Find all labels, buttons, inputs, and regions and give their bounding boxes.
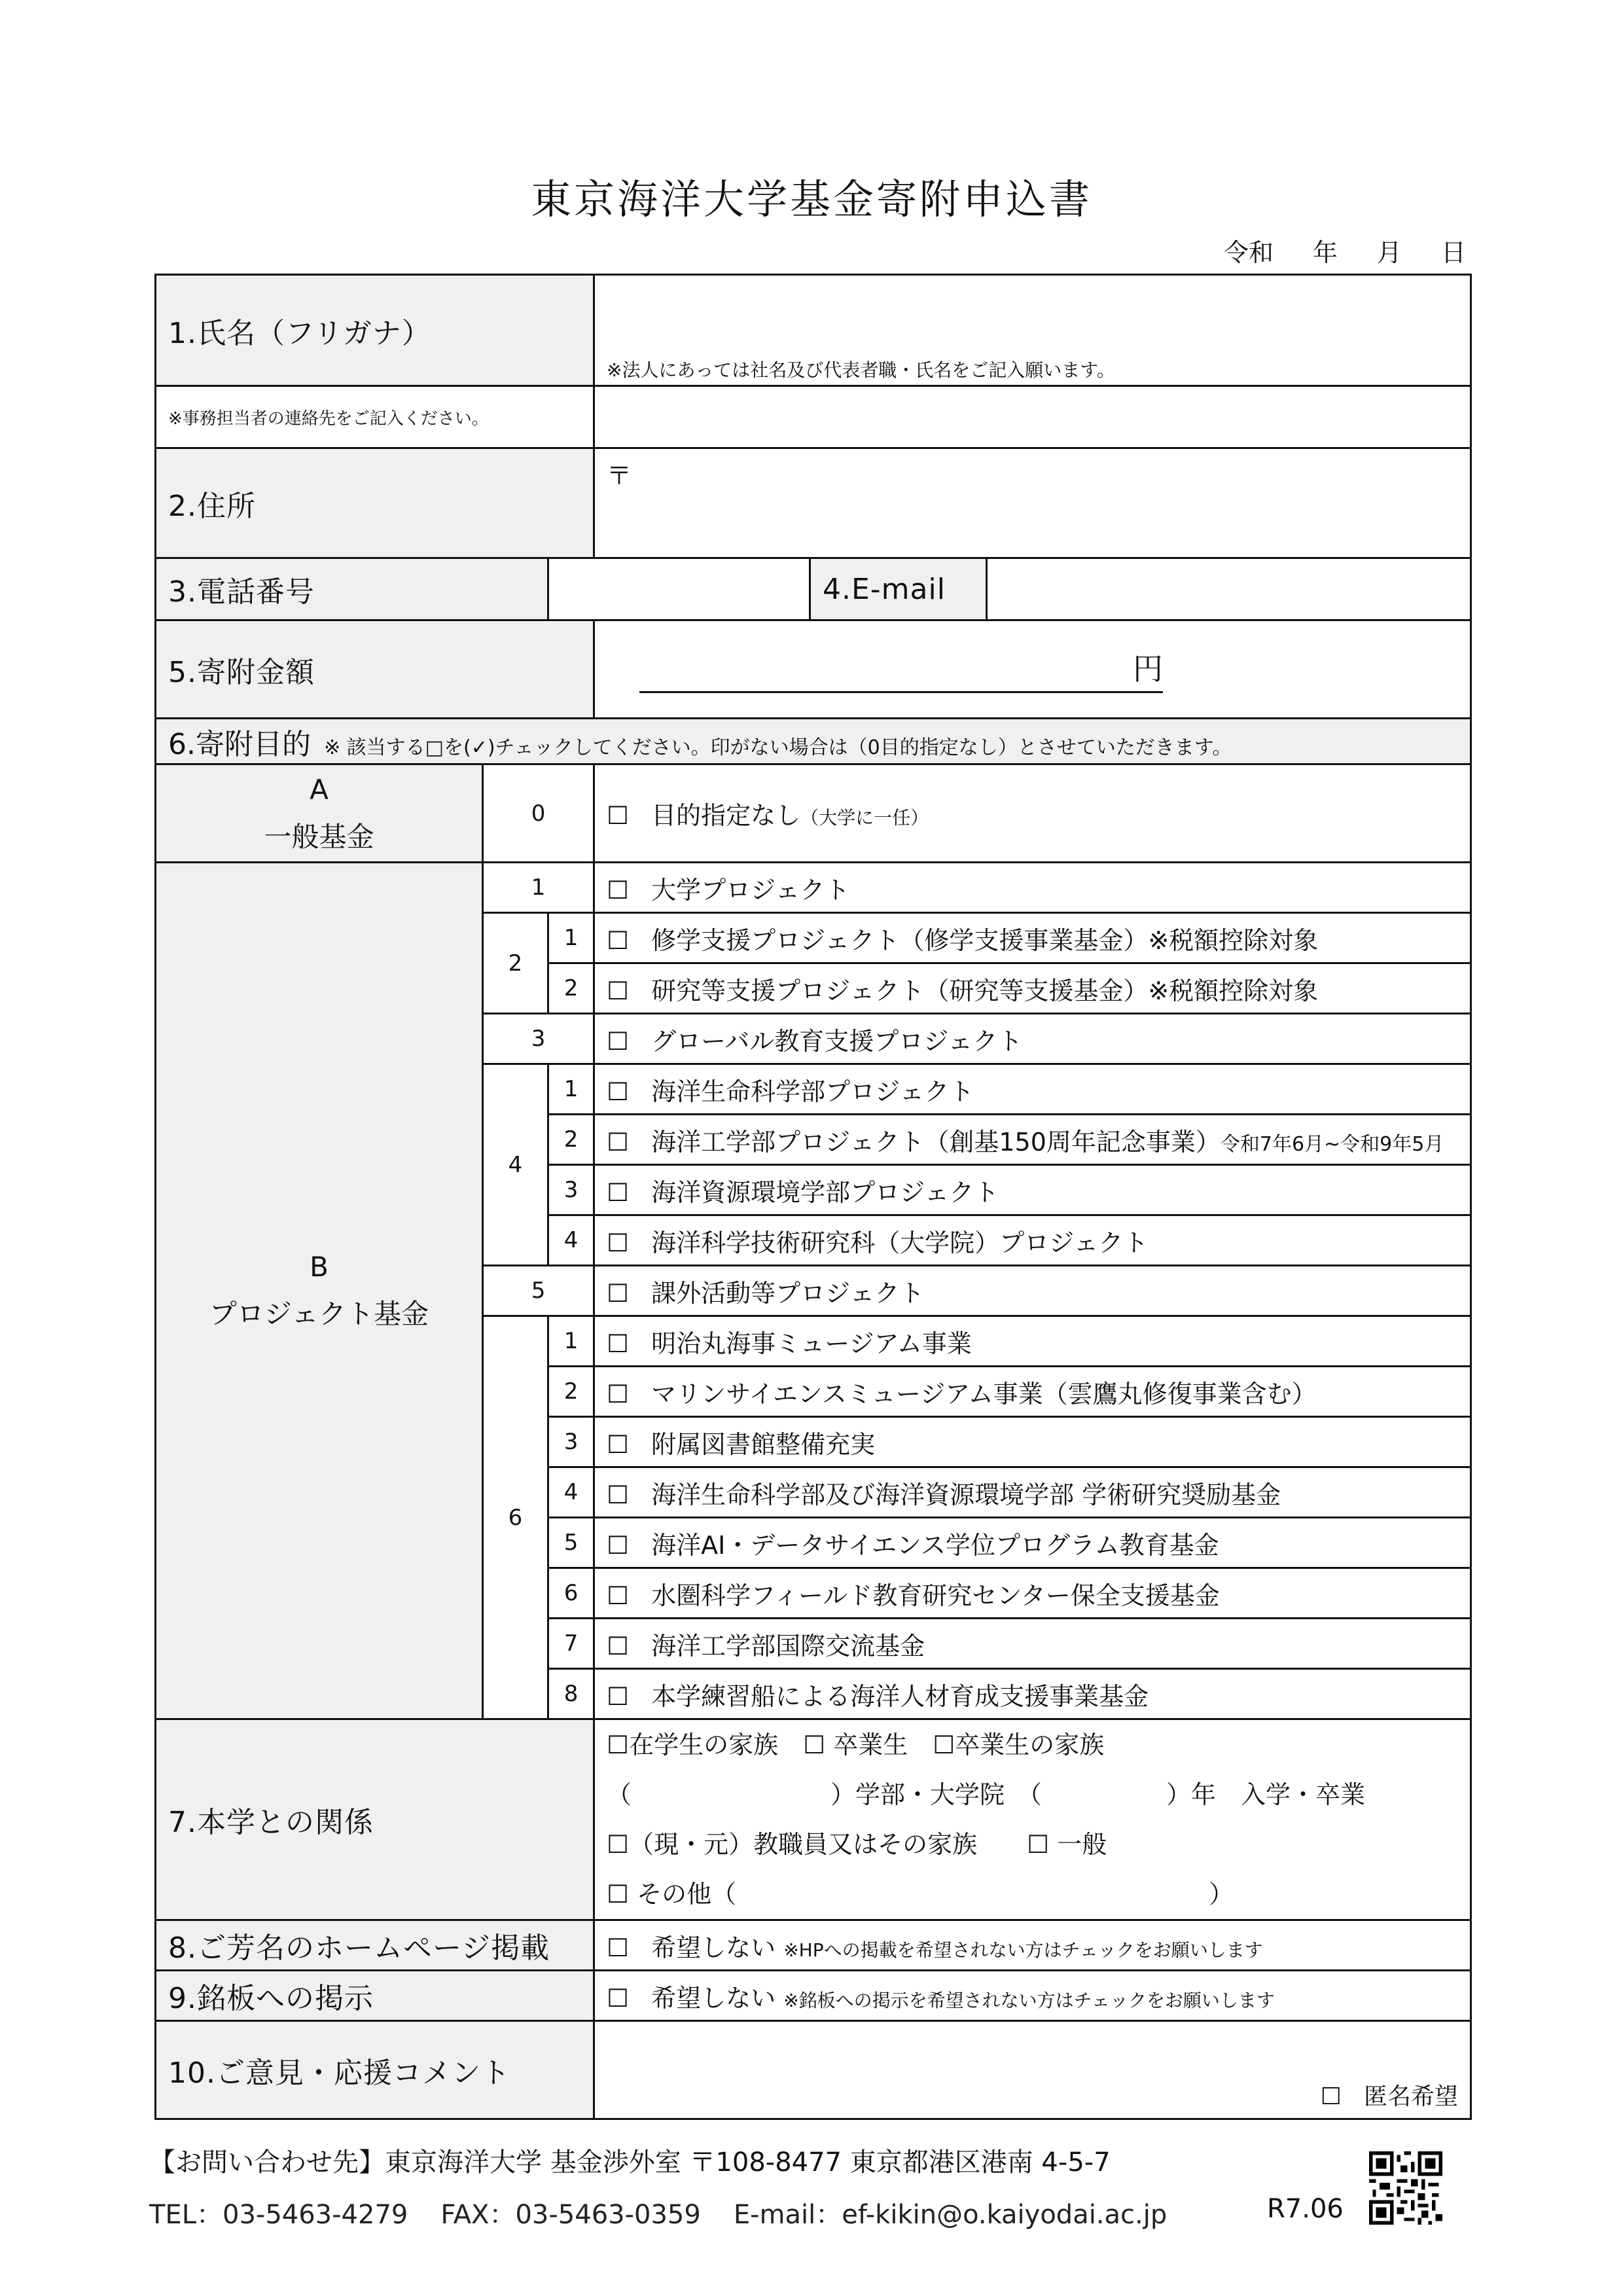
fund-4-1-number: 1 (548, 1064, 594, 1115)
category-b (156, 863, 483, 1719)
fund-4-2-number: 2 (548, 1115, 594, 1165)
date-year: 年 (1312, 238, 1338, 267)
fund-6-6-number: 6 (548, 1568, 594, 1619)
name-field[interactable] (594, 275, 1471, 386)
contact-address: 【お問い合わせ先】東京海洋大学 基金渉外室 〒108-8477 東京都港区港南 4-5-7 (149, 2147, 1111, 2178)
fund-6-4-text: 海洋生命科学部及び海洋資源環境学部 学術研究奨励基金 (651, 1480, 1281, 1509)
homepage-label: 8.ご芳名のホームページ掲載 (156, 1920, 594, 1971)
fund-0-option[interactable] (594, 764, 1471, 863)
purpose-header (156, 719, 1471, 764)
fund-3-text: グローバル教育支援プロジェクト (651, 1026, 1023, 1056)
date-era: 令和 (1223, 238, 1274, 267)
comment-field[interactable] (594, 2021, 1471, 2119)
contact-email[interactable]: E-mail：ef-kikin@o.kaiyodai.ac.jp (733, 2200, 1168, 2230)
fund-5-text: 課外活動等プロジェクト (651, 1278, 925, 1308)
fund-4-1-text: 海洋生命科学部プロジェクト (651, 1077, 974, 1106)
amount-field[interactable] (594, 620, 1471, 719)
purpose-note: ※ 該当する□を(✓)チェックしてください。印がない場合は（0目的指定なし）とさせていただきます。 (323, 736, 1232, 759)
form-title: 東京海洋大学基金寄附申込書 (530, 175, 1092, 223)
fund-0-text: 目的指定なし (651, 801, 801, 830)
checkbox-icon[interactable]: ☐ (607, 1329, 630, 1358)
fund-4-3-option[interactable] (594, 1165, 1471, 1215)
email-field[interactable] (987, 558, 1471, 620)
category-b-name: プロジェクト基金 (209, 1298, 429, 1330)
homepage-option-text: 希望しない (651, 1933, 776, 1962)
fund-4-4-number: 4 (548, 1215, 594, 1266)
plaque-label: 9.銘板への掲示 (156, 1971, 594, 2021)
fund-4-2-text: 海洋工学部プロジェクト（創基150周年記念事業） (651, 1127, 1221, 1157)
checkbox-icon[interactable]: ☐ (607, 1681, 630, 1711)
fund-6-4-number: 4 (548, 1467, 594, 1518)
fund-6-number: 6 (483, 1316, 548, 1719)
checkbox-icon[interactable]: ☐ (607, 875, 630, 905)
address-label: 2.住所 (156, 448, 594, 558)
plaque-option-text: 希望しない (651, 1983, 776, 2013)
fund-6-5-text: 海洋AI・データサイエンス学位プログラム教育基金 (651, 1530, 1219, 1560)
fund-2-2-option[interactable] (594, 963, 1471, 1014)
relation-line-3[interactable]: ☐（現・元）教職員又はその家族 ☐ 一般 (607, 1830, 1107, 1859)
plaque-note: ※銘板への掲示を希望されない方はチェックをお願いします (783, 1989, 1275, 2011)
category-a-letter: A (310, 773, 329, 806)
fund-2-2-number: 2 (548, 963, 594, 1014)
fund-6-6-option[interactable] (594, 1568, 1471, 1619)
anonymous-text: 匿名希望 (1364, 2083, 1459, 2110)
fund-6-1-number: 1 (548, 1316, 594, 1367)
category-a (156, 764, 483, 863)
checkbox-icon[interactable]: ☐ (607, 1530, 630, 1560)
fund-4-2-range: 令和7年6月~令和9年5月 (1220, 1132, 1444, 1156)
date-month: 月 (1376, 238, 1402, 267)
fund-2-1-text: 修学支援プロジェクト（修学支援事業基金）※税額控除対象 (651, 925, 1319, 955)
contact-fax: FAX：03-5463-0359 (440, 2200, 701, 2230)
checkbox-icon[interactable]: ☐ (607, 1077, 630, 1106)
checkbox-icon[interactable]: ☐ (607, 1933, 630, 1962)
amount-unit: 円 (1133, 651, 1164, 687)
relation-line-2[interactable]: （ ）学部・大学院 （ ）年 入学・卒業 (607, 1780, 1366, 1809)
donation-form-table (154, 274, 1472, 2120)
fund-1-text: 大学プロジェクト (651, 875, 850, 905)
checkbox-icon[interactable]: ☐ (607, 1480, 630, 1509)
checkbox-icon[interactable]: ☐ (607, 1127, 630, 1157)
office-contact-field[interactable] (594, 386, 1471, 448)
checkbox-icon[interactable]: ☐ (607, 1228, 630, 1257)
fund-6-8-number: 8 (548, 1669, 594, 1719)
fund-3-option[interactable] (594, 1014, 1471, 1064)
fund-6-6-text: 水圏科学フィールド教育研究センター保全支援基金 (651, 1581, 1220, 1610)
relation-label: 7.本学との関係 (156, 1719, 594, 1920)
date-day: 日 (1440, 238, 1466, 267)
checkbox-icon[interactable]: ☐ (607, 1177, 630, 1207)
amount-line (639, 645, 1163, 693)
fund-1-number: 1 (483, 863, 594, 913)
fund-4-3-text: 海洋資源環境学部プロジェクト (651, 1177, 999, 1207)
plaque-option[interactable] (594, 1971, 1471, 2021)
phone-label: 3.電話番号 (156, 558, 548, 620)
contact-details (149, 2194, 1200, 2231)
fund-2-2-text: 研究等支援プロジェクト（研究等支援基金）※税額控除対象 (651, 976, 1319, 1005)
fund-0-sub: （大学に一任） (800, 807, 929, 829)
fund-6-8-text: 本学練習船による海洋人材育成支援事業基金 (651, 1681, 1149, 1711)
date-line (1224, 232, 1466, 268)
checkbox-icon[interactable]: ☐ (607, 925, 630, 955)
fund-3-number: 3 (483, 1014, 594, 1064)
homepage-note: ※HPへの掲載を希望されない方はチェックをお願いします (783, 1939, 1263, 1961)
category-a-name: 一般基金 (264, 820, 374, 853)
email-label: 4.E-mail (810, 558, 987, 620)
fund-4-3-number: 3 (548, 1165, 594, 1215)
relation-line-4[interactable]: ☐ その他（ ） (607, 1880, 1234, 1909)
relation-line-1[interactable]: ☐在学生の家族 ☐ 卒業生 ☐卒業生の家族 (607, 1731, 1105, 1759)
fund-4-4-text: 海洋科学技術研究科（大学院）プロジェクト (651, 1228, 1149, 1257)
fund-6-5-option[interactable] (594, 1518, 1471, 1568)
fund-2-number: 2 (483, 913, 548, 1014)
fund-6-2-option[interactable] (594, 1367, 1471, 1417)
fund-5-number: 5 (483, 1266, 594, 1316)
fund-4-number: 4 (483, 1064, 548, 1266)
fund-6-3-number: 3 (548, 1417, 594, 1467)
amount-label: 5.寄附金額 (156, 620, 594, 719)
purpose-label: 6.寄附目的 (168, 727, 311, 761)
checkbox-icon[interactable]: ☐ (607, 1581, 630, 1610)
fund-6-7-option[interactable] (594, 1619, 1471, 1669)
name-label: 1.氏名（フリガナ） (156, 275, 594, 386)
postal-mark: 〒 (607, 461, 632, 490)
fund-6-5-number: 5 (548, 1518, 594, 1568)
checkbox-icon[interactable]: ☐ (607, 801, 630, 830)
fund-6-1-text: 明治丸海事ミュージアム事業 (651, 1329, 972, 1358)
fund-2-1-option[interactable] (594, 913, 1471, 963)
category-b-letter: B (310, 1251, 329, 1283)
checkbox-icon[interactable]: ☐ (607, 1379, 630, 1408)
homepage-option[interactable] (594, 1920, 1471, 1971)
fund-6-7-number: 7 (548, 1619, 594, 1669)
checkbox-icon[interactable]: ☐ (607, 1026, 630, 1056)
office-contact-label: ※事務担当者の連絡先をご記入ください。 (156, 386, 594, 448)
checkbox-icon[interactable]: ☐ (607, 1429, 630, 1459)
contact-tel: TEL：03-5463-4279 (149, 2200, 408, 2230)
checkbox-icon[interactable]: ☐ (1320, 2083, 1342, 2110)
fund-6-8-option[interactable] (594, 1669, 1471, 1719)
fund-4-4-option[interactable] (594, 1215, 1471, 1266)
fund-2-1-number: 1 (548, 913, 594, 963)
phone-field[interactable] (548, 558, 810, 620)
checkbox-icon[interactable]: ☐ (607, 1631, 630, 1660)
checkbox-icon[interactable]: ☐ (607, 1983, 630, 2013)
comment-label: 10.ご意見・応援コメント (156, 2021, 594, 2119)
anonymous-option[interactable] (1321, 2078, 1458, 2111)
checkbox-icon[interactable]: ☐ (607, 976, 630, 1005)
fund-6-1-option[interactable] (594, 1316, 1471, 1367)
fund-4-2-option[interactable] (594, 1115, 1471, 1165)
name-note: ※法人にあっては社名及び代表者職・氏名をご記入願います。 (607, 359, 1115, 381)
qr-code-icon (1369, 2151, 1442, 2225)
checkbox-icon[interactable]: ☐ (607, 1278, 630, 1308)
fund-0-number: 0 (483, 764, 594, 863)
fund-6-3-text: 附属図書館整備充実 (651, 1429, 876, 1459)
fund-6-4-option[interactable] (594, 1467, 1471, 1518)
relation-field[interactable] (594, 1719, 1471, 1920)
fund-5-option[interactable] (594, 1266, 1471, 1316)
fund-1-option[interactable] (594, 863, 1471, 913)
fund-6-7-text: 海洋工学部国際交流基金 (651, 1631, 925, 1660)
version-code: R7.06 (1267, 2194, 1344, 2224)
fund-6-2-number: 2 (548, 1367, 594, 1417)
fund-6-3-option[interactable] (594, 1417, 1471, 1467)
fund-4-1-option[interactable] (594, 1064, 1471, 1115)
fund-6-2-text: マリンサイエンスミュージアム事業（雲鷹丸修復事業含む） (651, 1379, 1317, 1408)
address-field[interactable] (594, 448, 1471, 558)
